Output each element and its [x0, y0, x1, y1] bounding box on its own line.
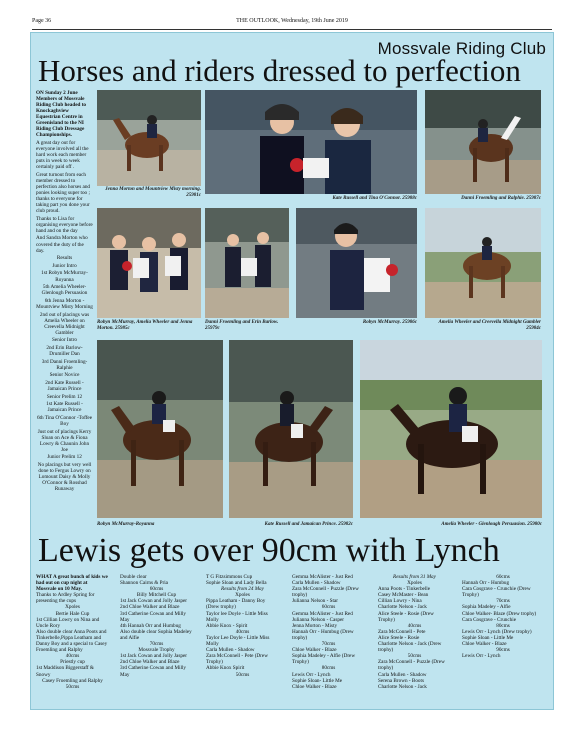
- results-column-5: [378, 574, 451, 690]
- photo-caption: Amelia Wheeler and Creevella Midnight Gambler 25984c: [438, 320, 541, 331]
- text-line: Chloe Walker- Blaze (Drew trophy): [462, 610, 537, 617]
- text-line: 70cms: [149, 641, 164, 648]
- result-line: 2nd Erin Barlow- Drumiller Dan: [46, 344, 83, 357]
- text-line: Double clear: [120, 574, 147, 580]
- text-line: Charlotte Nelson - Jack: [378, 604, 427, 611]
- text-line: 2nd Chloe Walker and Blaze: [120, 659, 180, 666]
- text-line: Lewis Orr - Lynch: [462, 653, 501, 660]
- results-column-3: [206, 574, 279, 678]
- text-line: Priestly cup: [60, 659, 85, 666]
- result-line: 1st Kate Russell - Jamaican Prince: [46, 401, 83, 414]
- text-line: Abbie Knox - Spirit: [206, 622, 248, 629]
- text-line: 80cms: [321, 665, 336, 672]
- result-line: 2nd Kate Russell - Jamaican Prince: [45, 379, 84, 393]
- text-line: 70cms: [321, 641, 336, 648]
- photo-caption: Amelia Wheeler - Glenlough Persuasion. 25980c: [441, 522, 542, 527]
- photo-caption: Kate Russell and Tina O'Connor. 25988c: [332, 196, 417, 201]
- result-line: 1st Robyn McMurray- Royanna: [41, 270, 88, 283]
- text-line: Lewis Orr - Lynch: [292, 671, 331, 678]
- text-line: 4th Hannah Orr and Humbug: [120, 622, 181, 629]
- photo-kate-jamaican-prince: [229, 340, 353, 518]
- text-line: Mossvale Trophy: [138, 647, 175, 654]
- result-line: 6th Jenna Morton - Mountview Misty Morning: [36, 297, 93, 310]
- text-line: 60cms: [321, 604, 336, 611]
- text-line: Cara Cosgrave - Crunchie: [462, 616, 517, 623]
- text-line: Xpoles: [65, 604, 80, 611]
- photo-amelia-gambler: [425, 208, 541, 318]
- text-line: Chloe Walker - Blaze: [292, 683, 337, 690]
- text-line: Lewis Orr - Lynch (Drew trophy): [462, 628, 532, 635]
- text-line: Sophie Sloan - Little Me: [462, 634, 514, 641]
- result-line: 2nd out of placings was Amelia Wheeler on Creevella Midnight Gambler: [39, 311, 90, 336]
- text-line: Gemma McAlister - Just Red: [292, 574, 353, 580]
- text-line: Carla Mullen - Shadow: [206, 647, 255, 654]
- photo-rider-danni: [425, 90, 541, 194]
- text-line: Abbie Knox Spirit: [206, 665, 245, 672]
- photo-rider-jenna: [97, 90, 201, 186]
- result-line: Senior Novice: [49, 372, 80, 379]
- story2-headline: Lewis gets over 90cm with Lynch: [38, 532, 500, 569]
- masthead: THE OUTLOOK, Wednesday, 19th June 2019: [236, 18, 348, 24]
- text-line: Pippa Leatham - Danny Boy (Drew trophy): [206, 598, 266, 611]
- text-line: Anna Poots - Tinkerbelle: [378, 586, 431, 593]
- text-line: Hannah Orr - Humbug (Drew trophy): [292, 628, 354, 641]
- lead-paragraph: Great turnout from each member dressed to perfection also horses and ponies looking super too ; thanks to everyone for taking part you done your club proud.: [36, 171, 91, 215]
- text-line: 2nd Chloe Walker and Blaze: [120, 604, 180, 611]
- text-line: Julianna Nelson - Casper: [292, 616, 345, 623]
- photo-robyn-royanna: [97, 340, 223, 518]
- result-line: Results: [56, 255, 73, 262]
- photo-amelia-glenlough: [360, 340, 542, 518]
- text-line: 40cms: [407, 622, 422, 629]
- text-line: Sophia Madeley - Alfie: [462, 604, 511, 611]
- results-column-4: [292, 574, 365, 690]
- result-line: No placings but very well done to Fergus Lowry on Lomount Daisy & Molly O'Connor & Rosshad Runaway: [37, 462, 92, 493]
- text-line: 1st Maddison Biggerstaff & Snowy: [36, 665, 94, 678]
- text-line: 60cms: [496, 574, 510, 580]
- lead-paragraph: ON Sunday 2 June Members of Mossvale Riding Club headed to Knockaghview Equestrian Centre in Greenisland to the NI Riding Club Dressage Championships.: [36, 90, 87, 139]
- text-line: Chloe Walker - Blaze: [462, 641, 507, 648]
- lead-paragraph: A great day out for everyone involved all the hard work each member puts in week to week certainly paid off .: [36, 139, 89, 171]
- text-line: Alice Steele - Rosie (Drew Trophy): [378, 610, 434, 623]
- text-line: Zara McConnell - Puzzle (Drew trophy): [378, 659, 445, 672]
- results-list: [36, 255, 93, 492]
- text-line: Charlotte Nelson - Jack (Drew trophy): [378, 641, 442, 654]
- photo-caption: Robyn McMurray-Royanna: [97, 522, 155, 527]
- text-line: 80cms: [496, 622, 510, 629]
- text-line: Hannah Orr - Humbug: [462, 580, 510, 587]
- text-line: Results from 31 May: [393, 574, 436, 580]
- results-column-6: [462, 574, 544, 659]
- text-line: Zara McConnell - Puzzle (Drew trophy): [292, 586, 359, 599]
- text-line: Shannon Cairns & Pria: [120, 580, 168, 587]
- text-line: Charlotte Nelson - Jack: [378, 683, 427, 690]
- text-line: Casey McMaster - Bean: [378, 592, 429, 599]
- photo-caption: Danni Froemling and Erin Barlow. 25979c: [205, 320, 279, 331]
- photo-caption: Danni Froemling and Ralphie. 25987c: [461, 196, 541, 201]
- result-line: 5th Amelia Wheeler- Glenlough Persuasion: [41, 284, 88, 297]
- text-line: 60cms: [149, 586, 164, 593]
- text-line: Alice Steele - Rosie: [378, 634, 420, 641]
- text-line: Also double clear Sophia Madeley and Alfie: [120, 628, 192, 641]
- text-line: Taylor lee Doyle - Little Miss Molly: [206, 610, 268, 623]
- text-line: Julianna Nelson - Star: [292, 598, 338, 605]
- result-line: Just out of placings Kerry Sloan on Ace & Fiona Lowry & Chaunin John Joe: [37, 428, 92, 453]
- result-line: Senior Prelim 12: [46, 393, 83, 400]
- text-line: Carla Mullen - Shadow: [292, 580, 341, 587]
- text-line: Zara McConnell - Pete (Drew Trophy): [206, 653, 268, 666]
- text-line: Xpoles: [407, 580, 422, 587]
- text-line: 40cms: [65, 653, 80, 660]
- text-line: 1st Jack Cowan and Jolly Jasper: [120, 598, 187, 605]
- text-line: Cillian Lowry - Nina: [378, 598, 422, 605]
- text-line: Sophia Madeley - Alfie (Drew Trophy): [292, 653, 356, 666]
- result-line: 3rd Danni Froemling- Ralphie: [41, 358, 88, 371]
- story-headline: Horses and riders dressed to perfection: [38, 53, 521, 88]
- text-line: T G Fitzsimmons Cup: [206, 574, 253, 580]
- result-line: Junior Prelim 12: [47, 454, 82, 461]
- photo-robyn: [296, 208, 417, 318]
- text-line: 40cms: [235, 628, 250, 635]
- text-line: WHAT A great bunch of kids we had out on cup night at Mossvale on 10 May.: [36, 574, 108, 593]
- result-line: 6th Tina O'Connor -Toffee Boy: [36, 414, 93, 428]
- photo-caption: Jenna Morton and Mountview Misty morning. 25981c: [105, 187, 201, 198]
- header-rule: [32, 29, 552, 30]
- photo-caption: Kate Russell and Jamaican Prince. 25982c: [264, 522, 353, 527]
- results-column-1: [36, 574, 109, 690]
- text-line: Gemma McAlister - Just Red: [292, 610, 353, 617]
- text-line: Sophie Sloan- Little Me: [292, 677, 342, 684]
- photo-caption: Robyn McMurray. 25986c: [362, 320, 417, 325]
- text-line: Bertie Hale Cup: [55, 610, 90, 617]
- lead-column: [36, 90, 93, 494]
- text-line: Chloe Walker - Blaze: [292, 647, 337, 654]
- text-line: 1st Jack Cowan and Jolly Jasper: [120, 653, 187, 660]
- text-line: 1st Cillian Lowry on Nina and Uncle Rory: [36, 616, 100, 629]
- results-column-2: [120, 574, 193, 678]
- photo-two-seniors: [205, 208, 289, 318]
- result-line: Senior Intro: [52, 337, 77, 344]
- photo-two-riders-rosettes: [205, 90, 417, 194]
- text-line: Cara Cosgrave - Crunchie (Drew Trophy): [462, 586, 531, 599]
- photo-three-juniors: [97, 208, 201, 318]
- text-line: 90cms: [496, 647, 510, 654]
- text-line: Casey Froemling and Ralphy: [42, 677, 103, 684]
- story-kicker: Mossvale Riding Club: [377, 39, 546, 58]
- text-line: 50cms: [65, 683, 80, 690]
- text-line: Sophie Sloan and Lady Bella: [206, 580, 267, 587]
- text-line: 70cms: [496, 598, 510, 605]
- page-number: Page 36: [32, 18, 52, 24]
- text-line: Billy Mitchell Cup: [136, 592, 177, 599]
- text-line: Serena Brown - Boots: [378, 677, 424, 684]
- text-line: Jenna Morton - Misty: [292, 622, 338, 629]
- text-line: Also double clear Anna Poots and Tinkerbelle,Pippa Leatham and Danny Boy and a special to Casey Froemling and Ralphy: [36, 628, 108, 654]
- text-line: 50cms: [407, 653, 422, 660]
- text-line: Carla Mullen - Shadow: [378, 671, 427, 678]
- text-line: 3rd Catherine Cowan and Milly May: [120, 665, 186, 678]
- text-line: Results from 24 May: [221, 586, 264, 593]
- text-line: Xpoles: [235, 592, 250, 599]
- result-line: Junior Intro: [52, 262, 77, 269]
- text-line: 3rd Catherine Cowan and Milly May: [120, 610, 186, 623]
- text-line: 50cms: [235, 671, 250, 678]
- text-line: Thanks to Ardley Spring for presenting the cups: [36, 592, 95, 605]
- lead-paragraph: Thanks to Lisa for organising everyone before hand and on the day: [36, 215, 93, 234]
- text-line: Taylor Lee Doyle - Little Miss Molly: [206, 634, 270, 648]
- lead-paragraph: And Sandra Morton who covered the duty of the day.: [36, 235, 88, 254]
- text-line: Zara McConnell - Pete: [378, 628, 426, 635]
- photo-caption: Robyn McMurray, Amelia Wheeler and Jenna Morton. 25985c: [97, 320, 193, 331]
